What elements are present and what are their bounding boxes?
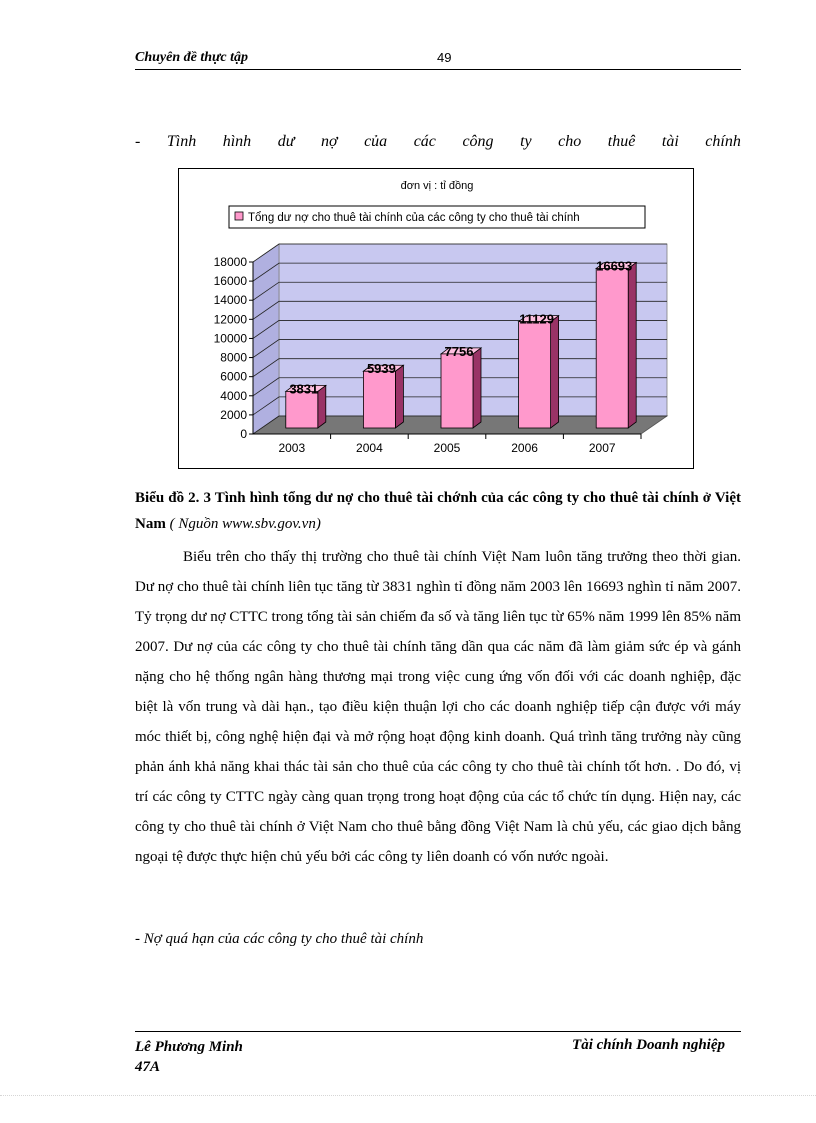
legend-swatch xyxy=(235,212,243,220)
footer-class: 47A xyxy=(135,1059,161,1075)
footer-department: Tài chính Doanh nghiệp xyxy=(572,1037,725,1053)
x-tick-label: 2007 xyxy=(588,441,616,455)
x-tick-label: 2006 xyxy=(511,441,538,455)
heading-word: của xyxy=(364,133,388,150)
y-tick-label: 12000 xyxy=(213,312,247,327)
bar-side xyxy=(628,262,636,428)
heading-word: cho xyxy=(558,133,582,150)
y-tick-label: 14000 xyxy=(213,293,247,308)
page-number: 49 xyxy=(437,50,452,65)
x-tick-label: 2003 xyxy=(278,441,306,455)
heading-word: hình xyxy=(222,133,252,150)
body-paragraph: Biểu trên cho thấy thị trường cho thuê tài chính Việt Nam luôn tăng trưởng theo thời gian. Dư nợ cho thuê tài chính liên tục tăng từ 3831 nghìn tỉ đồng năm 2003 lên 16693 nghìn tỉ năm 2007. Tỷ trọng dư nợ CTTC trong tổng tài sản chiếm đa số và tăng liên tục từ 65% năm 1999 lên 85% năm 2007. Dư nợ của các công ty cho thuê tài chính tăng dần qua các năm đã làm giảm sức ép và gánh nặng cho hệ thống ngân hàng thương mại trong việc cung ứng vốn đối với các doanh nghiệp, đặc biệt là vốn trung và dài hạn., tạo điều kiện thuận lợi cho các doanh nghiệp tiếp cận được với máy móc thiết bị, công nghệ hiện đại và mở rộng hoạt động kinh doanh. Quá trình tăng trưởng này cũng phản ánh khả năng khai thác tài sản cho thuê của các công ty cho thuê tài chính tốt hơn. . Do đó, vị trí các công ty CTTC ngày càng quan trọng trong hoạt động của các tổ chức tín dụng. Hiện nay, các công ty cho thuê tài chính ở Việt Nam cho thuê bằng đồng Việt Nam là chủ yếu, các giao dịch bằng ngoại tệ được thực hiện chủ yếu bởi các công ty liên doanh có vốn nước ngoài. xyxy=(135,549,741,865)
caption-source: ( Nguồn www.sbv.gov.vn) xyxy=(169,516,321,532)
caption-text: Biểu đồ 2. 3 Tình hình tổng dư nợ cho thuê tài chớnh của các công ty cho thuê tài chính ở Việt Nam xyxy=(135,490,741,532)
heading-word: thuê xyxy=(607,133,636,150)
data-label: 7756 xyxy=(444,343,474,359)
heading-word: các xyxy=(413,133,436,150)
y-tick-label: 2000 xyxy=(220,407,247,422)
data-label: 11129 xyxy=(519,311,554,327)
y-tick-label: 16000 xyxy=(213,274,247,289)
page-footer xyxy=(135,1031,741,1075)
plot-area xyxy=(214,244,667,455)
chart-canvas xyxy=(179,169,693,468)
y-tick-label: 0 xyxy=(240,427,247,441)
bar-side xyxy=(318,385,326,428)
bar xyxy=(596,268,628,428)
bar xyxy=(519,322,551,428)
bar xyxy=(286,391,318,428)
footer-author: Lê Phương Minh xyxy=(135,1039,243,1055)
page-header xyxy=(135,48,741,70)
body-text xyxy=(135,542,741,872)
bar-side xyxy=(551,316,559,428)
x-tick-label: 2005 xyxy=(433,441,461,455)
data-label: 5939 xyxy=(366,361,396,377)
heading-word: ty xyxy=(520,133,532,150)
footer-author-block xyxy=(135,1037,243,1077)
data-label: 16693 xyxy=(596,258,633,274)
y-tick-label: 6000 xyxy=(220,369,247,384)
chart-title: đơn vị : tỉ đồng xyxy=(400,180,474,192)
section-heading xyxy=(135,133,741,151)
heading-word: Tình xyxy=(166,133,197,150)
header-title: Chuyên đề thực tập xyxy=(135,50,249,65)
heading-word: nợ xyxy=(320,133,338,150)
bar xyxy=(441,354,473,428)
heading-word: dư xyxy=(277,133,295,150)
subsection-heading: - Nợ quá hạn của các công ty cho thuê tài chính xyxy=(135,931,424,947)
bar xyxy=(363,371,395,428)
y-tick-label: 8000 xyxy=(220,350,247,365)
page-bottom-rule xyxy=(0,1095,816,1096)
y-tick-label: 18000 xyxy=(213,255,247,269)
bar-chart xyxy=(178,168,694,469)
figure-caption xyxy=(135,485,741,537)
x-tick-label: 2004 xyxy=(356,441,383,455)
y-tick-label: 4000 xyxy=(220,388,247,403)
legend-label: Tổng dư nợ cho thuê tài chính của các công ty cho thuê tài chính xyxy=(248,212,580,224)
heading-word: chính xyxy=(705,133,741,150)
heading-word: công xyxy=(462,133,494,150)
heading-word: - xyxy=(135,133,141,150)
heading-word: tài xyxy=(661,133,679,150)
data-label: 3831 xyxy=(289,381,319,397)
bar-side xyxy=(473,348,481,428)
y-tick-label: 10000 xyxy=(213,331,247,346)
bar-side xyxy=(395,365,403,428)
